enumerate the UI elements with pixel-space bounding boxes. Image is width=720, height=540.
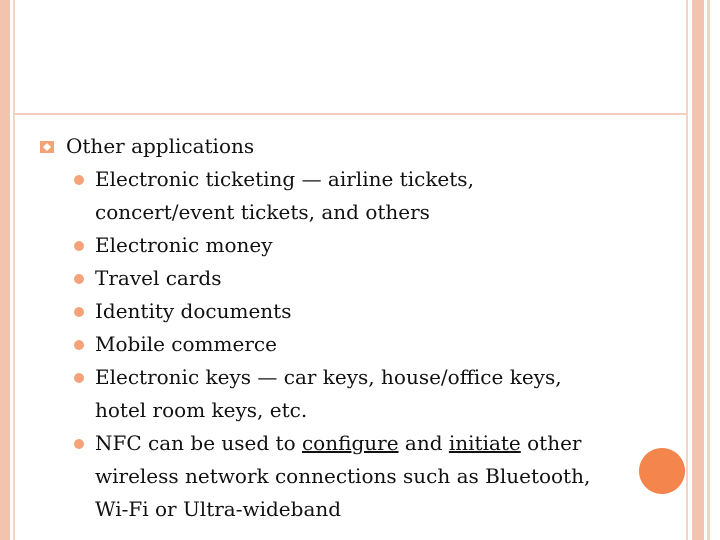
bullet-icon — [73, 339, 85, 351]
list-item — [40, 163, 600, 229]
right-frame-bar — [692, 0, 704, 540]
nfc-middle: and — [398, 431, 449, 455]
nfc-suffix: other wireless network connections such as Bluetooth, Wi-Fi or Ultra-wideband — [95, 431, 591, 521]
list-item — [40, 229, 600, 262]
list-item-text: Travel cards — [95, 266, 222, 290]
bullet-icon — [73, 174, 85, 186]
list-item — [40, 295, 600, 328]
configure-link[interactable]: configure — [301, 431, 399, 455]
level1-item — [40, 130, 600, 163]
right-frame-line — [686, 0, 688, 540]
bullet-icon — [73, 438, 85, 450]
bullet-icon — [73, 240, 85, 252]
right-frame-edge — [707, 0, 710, 540]
left-frame-line — [13, 0, 15, 540]
list-item — [40, 262, 600, 295]
list-item — [40, 361, 600, 427]
nfc-prefix: NFC can be used to — [95, 431, 302, 455]
title-divider — [15, 113, 686, 115]
decorative-circle — [639, 448, 685, 494]
initiate-link[interactable]: initiate — [448, 431, 521, 455]
list-item-text: Electronic ticketing — airline tickets, concert/event tickets, and others — [95, 167, 474, 224]
diamond-bullet-icon — [40, 141, 54, 153]
list-item-text: Mobile commerce — [95, 332, 277, 356]
list-item-text: Electronic keys — car keys, house/office keys, hotel room keys, etc. — [95, 365, 562, 422]
left-frame-bar — [0, 0, 10, 540]
bullet-icon — [73, 372, 85, 384]
bullet-icon — [73, 306, 85, 318]
bullet-icon — [73, 273, 85, 285]
heading-text: Other applications — [66, 134, 255, 158]
list-item-text: Electronic money — [95, 233, 273, 257]
slide-content — [40, 130, 600, 526]
list-item-text: Identity documents — [95, 299, 292, 323]
list-item-nfc — [40, 427, 600, 526]
list-item — [40, 328, 600, 361]
sub-list — [40, 163, 600, 526]
